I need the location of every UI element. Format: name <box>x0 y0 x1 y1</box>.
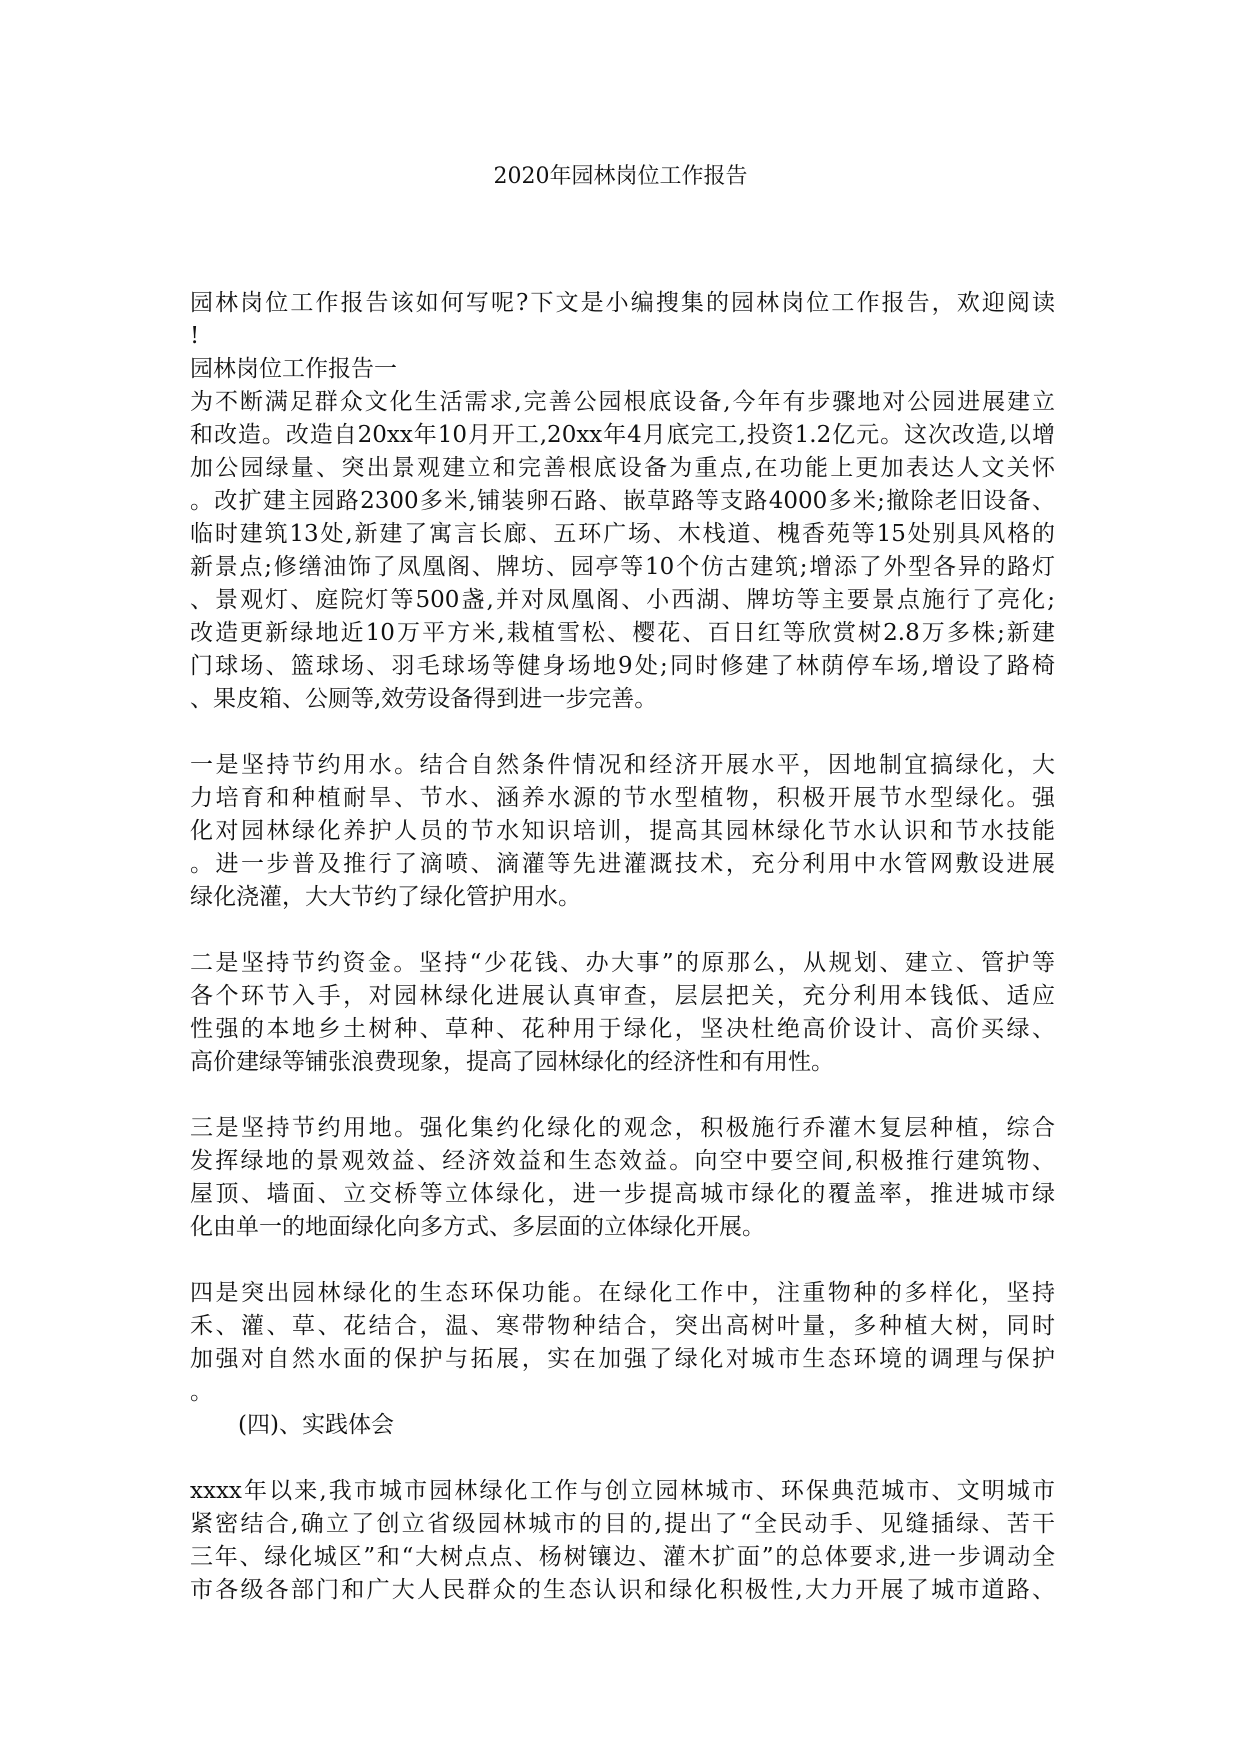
text-line: xxxx年以来,我市城市园林绿化工作与创立园林城市、环保典范城市、文明城市 <box>190 1478 1055 1504</box>
text-line: 。 <box>190 1379 213 1405</box>
paragraph-gap <box>190 1244 1055 1277</box>
document-title: 2020年园林岗位工作报告 <box>493 164 748 189</box>
paragraph-gap <box>190 914 1055 947</box>
text-line: 园林岗位工作报告一 <box>190 356 397 382</box>
text-line: 临时建筑13处,新建了寓言长廊、五环广场、木栈道、槐香苑等15处别具风格的 <box>190 521 1055 547</box>
paragraph-gap <box>190 1079 1055 1112</box>
text-line: 改造更新绿地近10万平方米,栽植雪松、樱花、百日红等欣赏树2.8万多株;新建 <box>190 620 1055 646</box>
text-line: 。改扩建主园路2300多米,铺装卵石路、嵌草路等支路4000多米;撤除老旧设备、 <box>190 488 1055 514</box>
text-line: ! <box>190 323 200 349</box>
text-line: 性强的本地乡土树种、草种、花种用于绿化，坚决杜绝高价设计、高价买绿、 <box>190 1016 1055 1042</box>
text-line: 绿化浇灌，大大节约了绿化管护用水。 <box>190 884 581 910</box>
text-line: 化由单一的地面绿化向多方式、多层面的立体绿化开展。 <box>190 1214 765 1240</box>
text-line: 各个环节入手，对园林绿化进展认真审查，层层把关，充分利用本钱低、适应 <box>190 983 1055 1009</box>
text-line: 紧密结合,确立了创立省级园林城市的目的,提出了“全民动手、见缝插绿、苦干 <box>190 1511 1055 1537</box>
text-line: 三是坚持节约用地。强化集约化绿化的观念，积极施行乔灌木复层种植，综合 <box>190 1115 1055 1141</box>
text-line: 。进一步普及推行了滴喷、滴灌等先进灌溉技术，充分利用中水管网敷设进展 <box>190 851 1055 877</box>
document-body <box>190 287 1055 1607</box>
text-line: 高价建绿等铺张浪费现象，提高了园林绿化的经济性和有用性。 <box>190 1049 834 1075</box>
text-line: 门球场、篮球场、羽毛球场等健身场地9处;同时修建了林荫停车场,增设了路椅 <box>190 653 1055 679</box>
text-line: 屋顶、墙面、立交桥等立体绿化，进一步提高城市绿化的覆盖率，推进城市绿 <box>190 1181 1055 1207</box>
paragraph-gap <box>190 1442 1055 1475</box>
text-line: 加强对自然水面的保护与拓展，实在加强了绿化对城市生态环境的调理与保护 <box>190 1346 1055 1372</box>
text-line: 力培育和种植耐旱、节水、涵养水源的节水型植物，积极开展节水型绿化。强 <box>190 785 1055 811</box>
text-line: 园林岗位工作报告该如何写呢?下文是小编搜集的园林岗位工作报告，欢迎阅读 <box>190 290 1055 316</box>
text-line: 化对园林绿化养护人员的节水知识培训，提高其园林绿化节水认识和节水技能 <box>190 818 1055 844</box>
text-line: 发挥绿地的景观效益、经济效益和生态效益。向空中要空间,积极推行建筑物、 <box>190 1148 1055 1174</box>
text-line: 三年、绿化城区”和“大树点点、杨树镶边、灌木扩面”的总体要求,进一步调动全 <box>190 1544 1055 1570</box>
text-line: (四)、实践体会 <box>238 1412 394 1438</box>
text-line: 市各级各部门和广大人民群众的生态认识和绿化积极性,大力开展了城市道路、 <box>190 1577 1055 1603</box>
text-line: 、景观灯、庭院灯等500盏,并对凤凰阁、小西湖、牌坊等主要景点施行了亮化; <box>190 587 1055 613</box>
text-line: 加公园绿量、突出景观建立和完善根底设备为重点,在功能上更加表达人文关怀 <box>190 455 1055 481</box>
text-line: 为不断满足群众文化生活需求,完善公园根底设备,今年有步骤地对公园进展建立 <box>190 389 1055 415</box>
text-line: 四是突出园林绿化的生态环保功能。在绿化工作中，注重物种的多样化，坚持 <box>190 1280 1055 1306</box>
text-line: 二是坚持节约资金。坚持“少花钱、办大事”的原那么，从规划、建立、管护等 <box>190 950 1055 976</box>
paragraph-gap <box>190 716 1055 749</box>
text-line: 一是坚持节约用水。结合自然条件情况和经济开展水平，因地制宜搞绿化，大 <box>190 752 1055 778</box>
text-line: 、果皮箱、公厕等,效劳设备得到进一步完善。 <box>190 686 658 712</box>
text-line: 禾、灌、草、花结合，温、寒带物种结合，突出高树叶量，多种植大树，同时 <box>190 1313 1055 1339</box>
text-line: 新景点;修缮油饰了凤凰阁、牌坊、园亭等10个仿古建筑;增添了外型各异的路灯 <box>190 554 1055 580</box>
text-line: 和改造。改造自20xx年10月开工,20xx年4月底完工,投资1.2亿元。这次改造,以增 <box>190 422 1055 448</box>
